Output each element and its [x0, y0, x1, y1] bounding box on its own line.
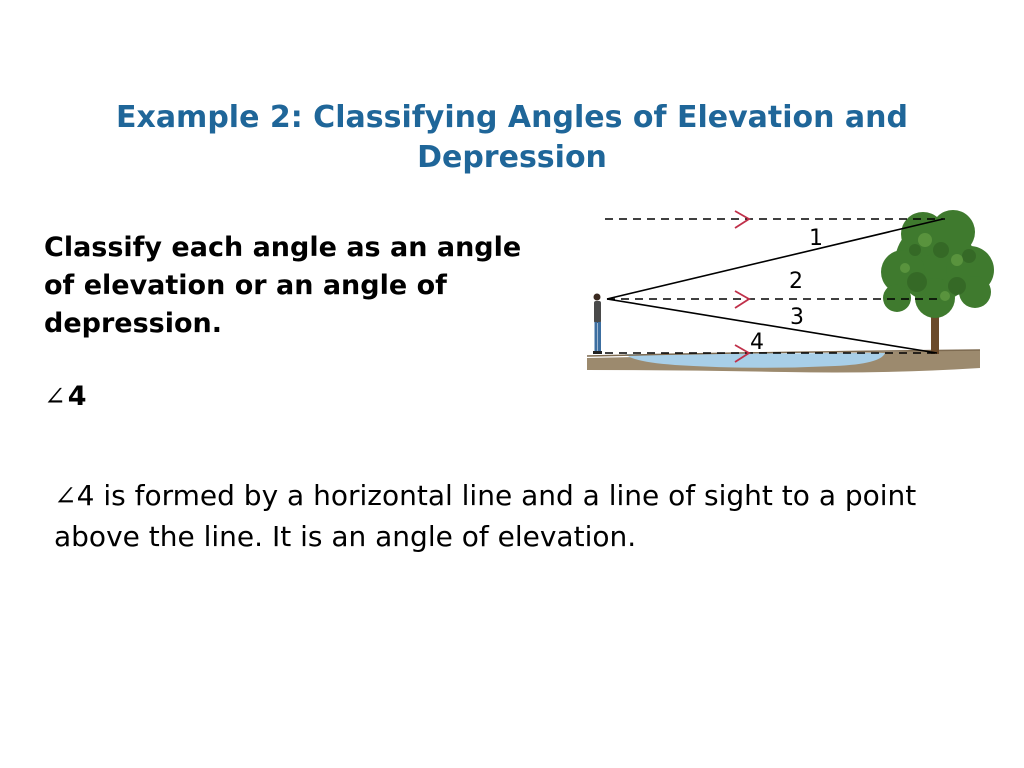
- angle-icon: ∠: [54, 481, 77, 512]
- person-figure: [593, 294, 602, 355]
- angle-label-2: 2: [789, 269, 803, 294]
- diagram-svg: [585, 200, 1000, 395]
- angle-label: [44, 378, 87, 416]
- answer-body: 4 is formed by a horizontal line and a line of sight to a point above the line. It is an angle of elevation.: [54, 479, 917, 553]
- prompt-text: Classify each angle as an angle of elevation or an angle of depression.: [44, 232, 522, 339]
- angle-label-1: 1: [809, 226, 823, 251]
- parallel-markers: [735, 211, 749, 362]
- elevation-depression-diagram: [585, 200, 1000, 395]
- answer-text: [54, 476, 984, 557]
- slide-title: Example 2: Classifying Angles of Elevation and Depression: [115, 100, 909, 175]
- angle-number: 4: [67, 381, 87, 412]
- angle-icon: ∠: [44, 382, 66, 412]
- tree-foliage: [881, 210, 994, 318]
- angle-label-3: 3: [790, 305, 804, 330]
- angle-label-4: 4: [750, 330, 764, 355]
